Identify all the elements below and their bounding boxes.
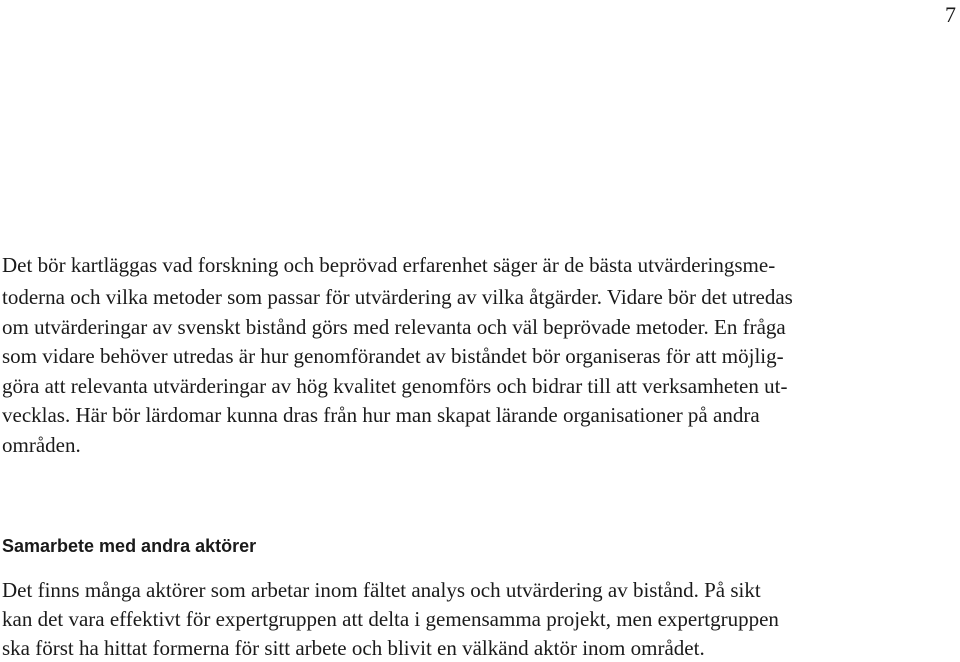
paragraph-line: områden. — [2, 433, 81, 457]
paragraph-line: Det bör kartläggas vad forskning och beprövad erfarenhet säger är de bästa utvärderingsme- — [2, 253, 776, 277]
paragraph-line: om utvärderingar av svenskt bistånd görs med relevanta och väl beprövade metoder. En fråga — [2, 315, 786, 339]
paragraph-line: Det finns många aktörer som arbetar inom fältet analys och utvärdering av bistånd. På sikt — [2, 578, 761, 602]
paragraph-line: göra att relevanta utvärderingar av hög kvalitet genomförs och bidrar till att verksamheten ut- — [2, 374, 788, 398]
paragraph-line: vecklas. Här bör lärdomar kunna dras från hur man skapat lärande organisationer på andra — [2, 403, 760, 427]
paragraph-line: som vidare behöver utredas är hur genomförandet av biståndet bör organiseras för att möjlig- — [2, 344, 784, 368]
section-heading: Samarbete med andra aktörer — [2, 536, 257, 556]
page-number: 7 — [945, 2, 956, 27]
paragraph-line: kan det vara effektivt för expertgruppen att delta i gemensamma projekt, men expertgruppen — [2, 607, 779, 631]
paragraph-line: toderna och vilka metoder som passar för utvärdering av vilka åtgärder. Vidare bör det utredas — [2, 285, 793, 309]
paragraph-line: ska först ha hittat formerna för sitt arbete och blivit en välkänd aktör inom området. — [2, 636, 705, 660]
